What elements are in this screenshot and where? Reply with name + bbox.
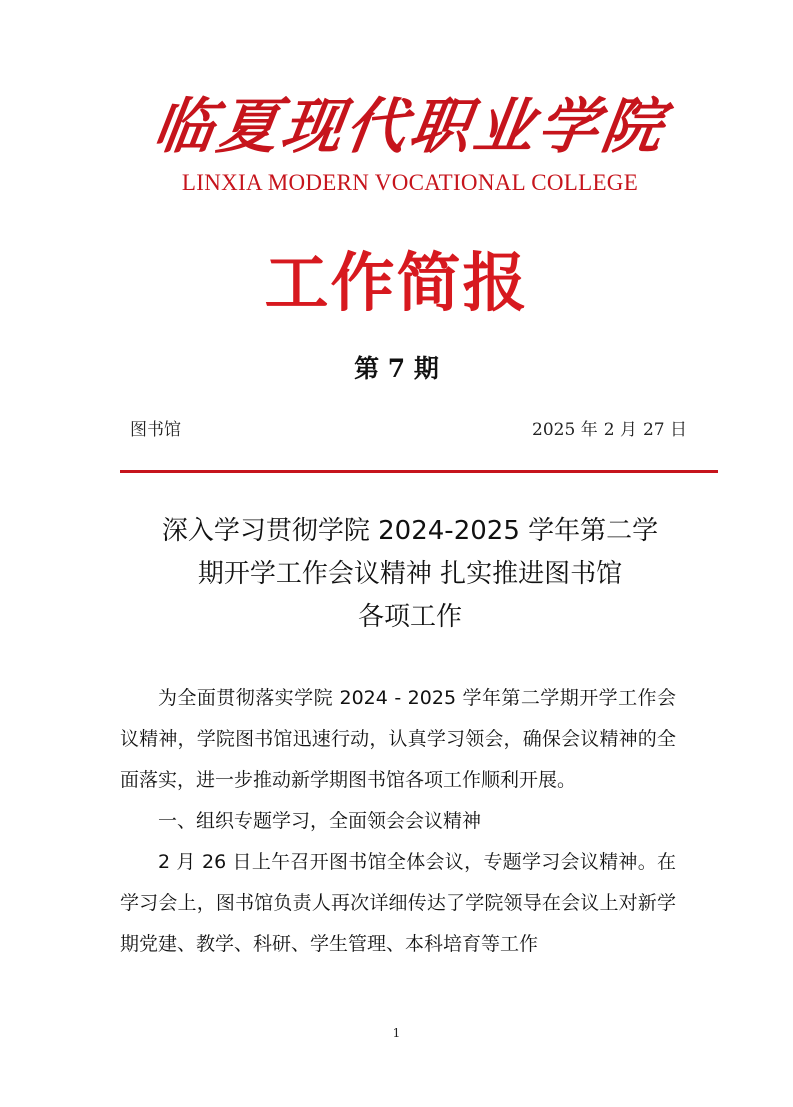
article-title-line: 深入学习贯彻学院 2024-2025 学年第二学 (161, 516, 659, 546)
body-paragraph: 2 月 26 日上午召开图书馆全体会议，专题学习会议精神。在学习会上，图书馆负责人再次详细传达了学院领导在会议上对新学期党建、教学、科研、学生管理、本科培育等工作 (120, 851, 676, 955)
college-logo-english: LINXIA MODERN VOCATIONAL COLLEGE (181, 170, 639, 195)
article-title-line: 期开学工作会议精神 扎实推进图书馆 (197, 559, 623, 589)
date-month: 2 月 (603, 420, 637, 440)
college-logo-chinese: 临夏现代职业学院 (149, 92, 671, 162)
date-day: 27 日 (642, 420, 687, 440)
article-body (120, 678, 676, 965)
page-number: 1 (392, 1026, 401, 1040)
article-title-line: 各项工作 (357, 602, 462, 632)
header-divider (120, 470, 718, 473)
report-date (532, 418, 693, 442)
issue-number: 第 7 期 (354, 354, 439, 383)
report-title: 工作简报 (264, 246, 529, 321)
date-year: 2025 年 (532, 420, 598, 440)
section-heading: 一、组织专题学习，全面领会会议精神 (158, 810, 482, 832)
department-label: 图书馆 (130, 420, 181, 440)
article-title (130, 510, 690, 639)
body-paragraph: 为全面贯彻落实学院 2024 - 2025 学年第二学期开学工作会议精神，学院图书馆迅速行动，认真学习领会，确保会议精神的全面落实，进一步推动新学期图书馆各项工作顺利开展。 (120, 687, 676, 791)
